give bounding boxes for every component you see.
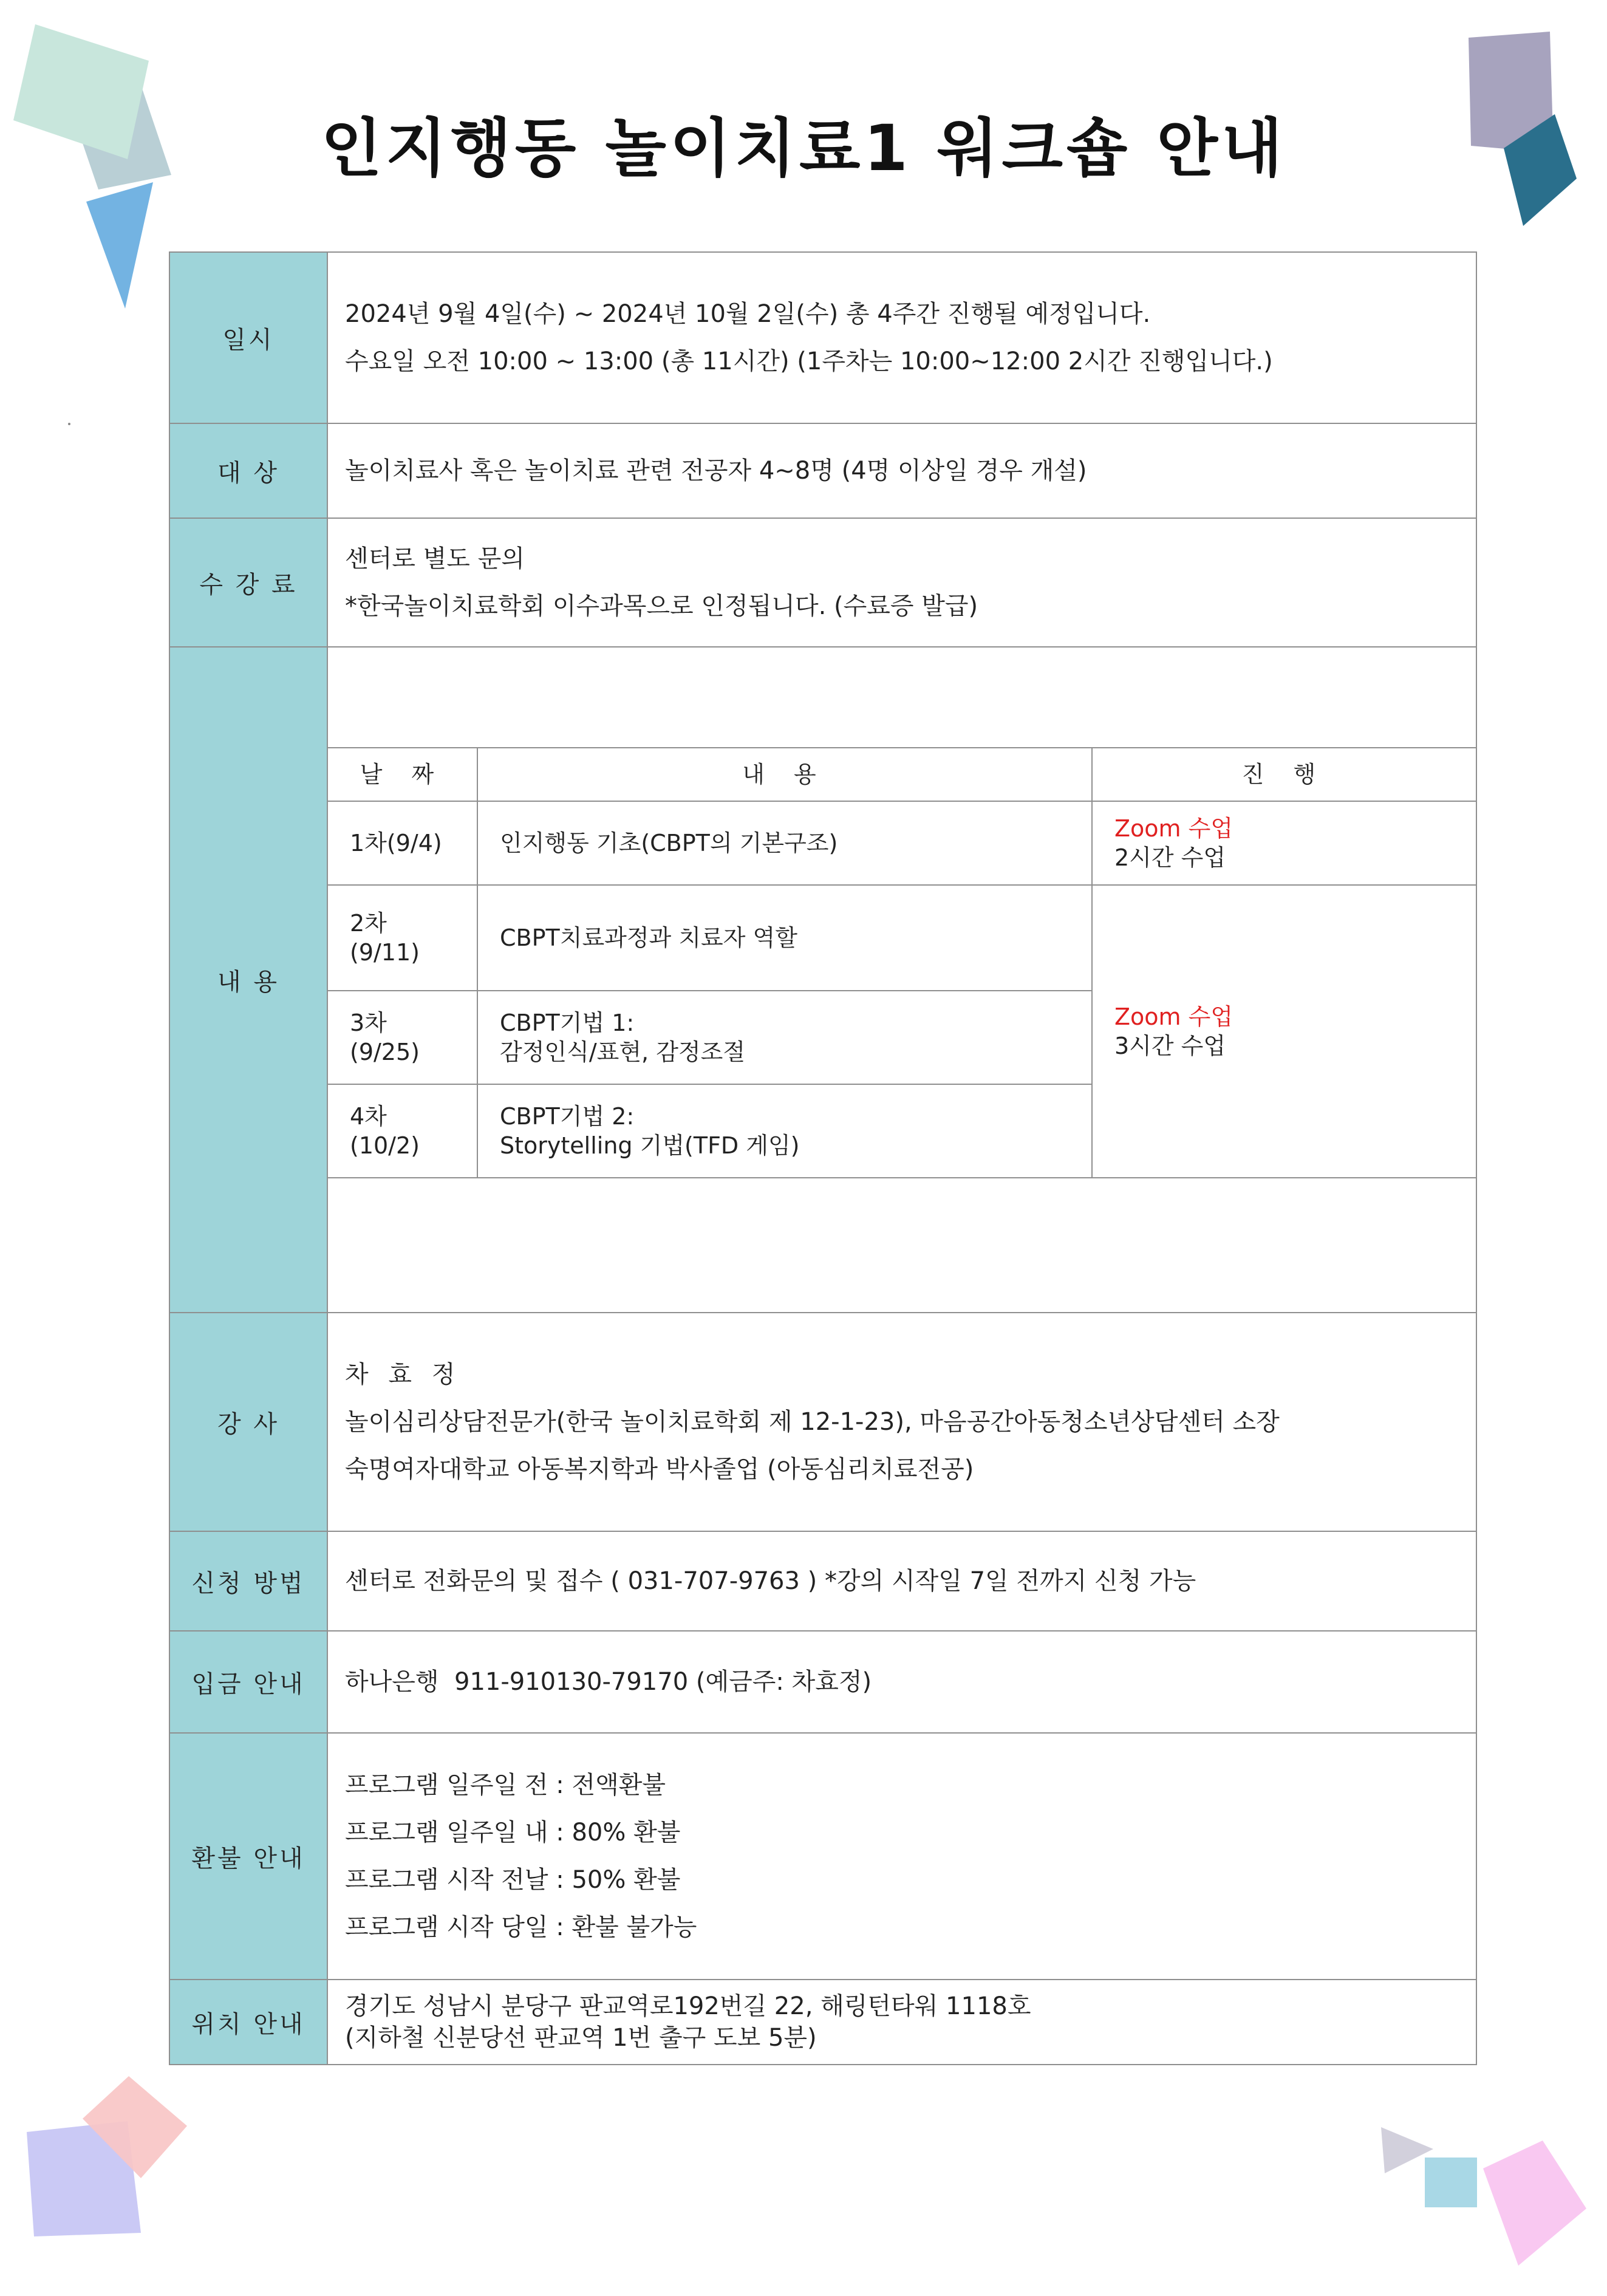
instructor-name: 차 효 정: [345, 1361, 462, 1389]
location-value: [327, 1980, 1476, 2065]
session-content-line: CBPT기법 1:: [500, 1010, 635, 1036]
fee-line-1: 센터로 별도 문의: [345, 545, 525, 573]
content-top-space: [328, 647, 1476, 747]
session-content-line: 인지행동 기초(CBPT의 기본구조): [500, 830, 838, 856]
session-content-line: CBPT치료과정과 치료자 역할: [500, 924, 797, 951]
session-date: 2차(9/11): [328, 885, 477, 991]
row-instructor: [169, 1313, 1476, 1531]
fee-label: 수 강 료: [169, 518, 327, 647]
session-table: [328, 747, 1476, 1178]
session-progress: [1092, 885, 1476, 1178]
refund-line: 프로그램 시작 전날 : 50% 환불: [345, 1866, 681, 1894]
deposit-label: 입금 안내: [169, 1631, 327, 1733]
location-label: 위치 안내: [169, 1980, 327, 2065]
session-content: [477, 801, 1092, 885]
target-label: 대 상: [169, 423, 327, 518]
instructor-line-2: 숙명여자대학교 아동복지학과 박사졸업 (아동심리치료전공): [345, 1455, 974, 1483]
hours-2: 3시간 수업: [1114, 1033, 1226, 1059]
row-fee: [169, 518, 1476, 647]
deposit-value: 하나은행 911-910130-79170 (예금주: 차효정): [327, 1631, 1476, 1733]
row-apply: [169, 1531, 1476, 1631]
fee-value: [327, 518, 1476, 647]
session-content-line: CBPT기법 2:: [500, 1103, 635, 1130]
refund-line: 프로그램 일주일 내 : 80% 환불: [345, 1819, 681, 1847]
session-content-line: 감정인식/표현, 감정조절: [500, 1039, 746, 1065]
session-progress: [1092, 801, 1476, 885]
apply-value: 센터로 전화문의 및 접수 ( 031-707-9763 ) *강의 시작일 7일 전까지 신청 가능: [327, 1531, 1476, 1631]
session-date: 3차(9/25): [328, 991, 477, 1084]
apply-label: 신청 방법: [169, 1531, 327, 1631]
location-line-2: (지하철 신분당선 판교역 1번 출구 도보 5분): [345, 2024, 817, 2052]
info-table: [169, 251, 1477, 2065]
session-row: [328, 885, 1476, 991]
hours-1: 2시간 수업: [1114, 844, 1226, 871]
instructor-label: 강 사: [169, 1313, 327, 1531]
header-progress: 진 행: [1092, 748, 1476, 801]
bottom-left-decoration: [0, 2053, 206, 2296]
row-refund: [169, 1733, 1476, 1980]
refund-line: 프로그램 일주일 전 : 전액환불: [345, 1771, 666, 1799]
refund-value: [327, 1733, 1476, 1980]
page-title: 인지행동 놀이치료1 워크숍 안내: [321, 111, 1286, 185]
session-content: [477, 991, 1092, 1084]
zoom-mode-1: Zoom 수업: [1114, 815, 1233, 842]
row-location: [169, 1980, 1476, 2065]
row-schedule: [169, 252, 1476, 423]
header-date: 날 짜: [328, 748, 477, 801]
instructor-line-1: 놀이심리상담전문가(한국 놀이치료학회 제 12-1-23), 마음공간아동청소년상담센터 소장: [345, 1408, 1280, 1436]
session-content-line: Storytelling 기법(TFD 게임): [500, 1132, 800, 1159]
row-content: [169, 647, 1476, 1313]
session-date: 4차(10/2): [328, 1084, 477, 1178]
session-content: [477, 1084, 1092, 1178]
schedule-line-1: 2024년 9월 4일(수) ~ 2024년 10월 2일(수) 총 4주간 진행될 예정입니다.: [345, 300, 1151, 328]
header-content: 내 용: [477, 748, 1092, 801]
session-row: [328, 801, 1476, 885]
refund-label: 환불 안내: [169, 1733, 327, 1980]
refund-line: 프로그램 시작 당일 : 환불 불가능: [345, 1913, 697, 1941]
session-date: 1차(9/4): [328, 801, 477, 885]
location-line-1: 경기도 성남시 분당구 판교역로192번길 22, 해링턴타워 1118호: [345, 1992, 1031, 2020]
schedule-value: [327, 252, 1476, 423]
content-label: 내 용: [169, 647, 327, 1313]
zoom-mode-2: Zoom 수업: [1114, 1003, 1233, 1030]
row-deposit: [169, 1631, 1476, 1733]
target-value: 놀이치료사 혹은 놀이치료 관련 전공자 4~8명 (4명 이상일 경우 개설): [327, 423, 1476, 518]
content-value: [327, 647, 1476, 1313]
bottom-right-decoration: [1360, 2102, 1607, 2296]
schedule-label: 일시: [169, 252, 327, 423]
row-target: [169, 423, 1476, 518]
schedule-line-2: 수요일 오전 10:00 ~ 13:00 (총 11시간) (1주차는 10:00~12:00 2시간 진행입니다.): [345, 347, 1273, 375]
fee-line-2: *한국놀이치료학회 이수과목으로 인정됩니다. (수료증 발급): [345, 592, 978, 620]
stray-dot: [68, 423, 70, 425]
session-content: [477, 885, 1092, 991]
instructor-value: [327, 1313, 1476, 1531]
